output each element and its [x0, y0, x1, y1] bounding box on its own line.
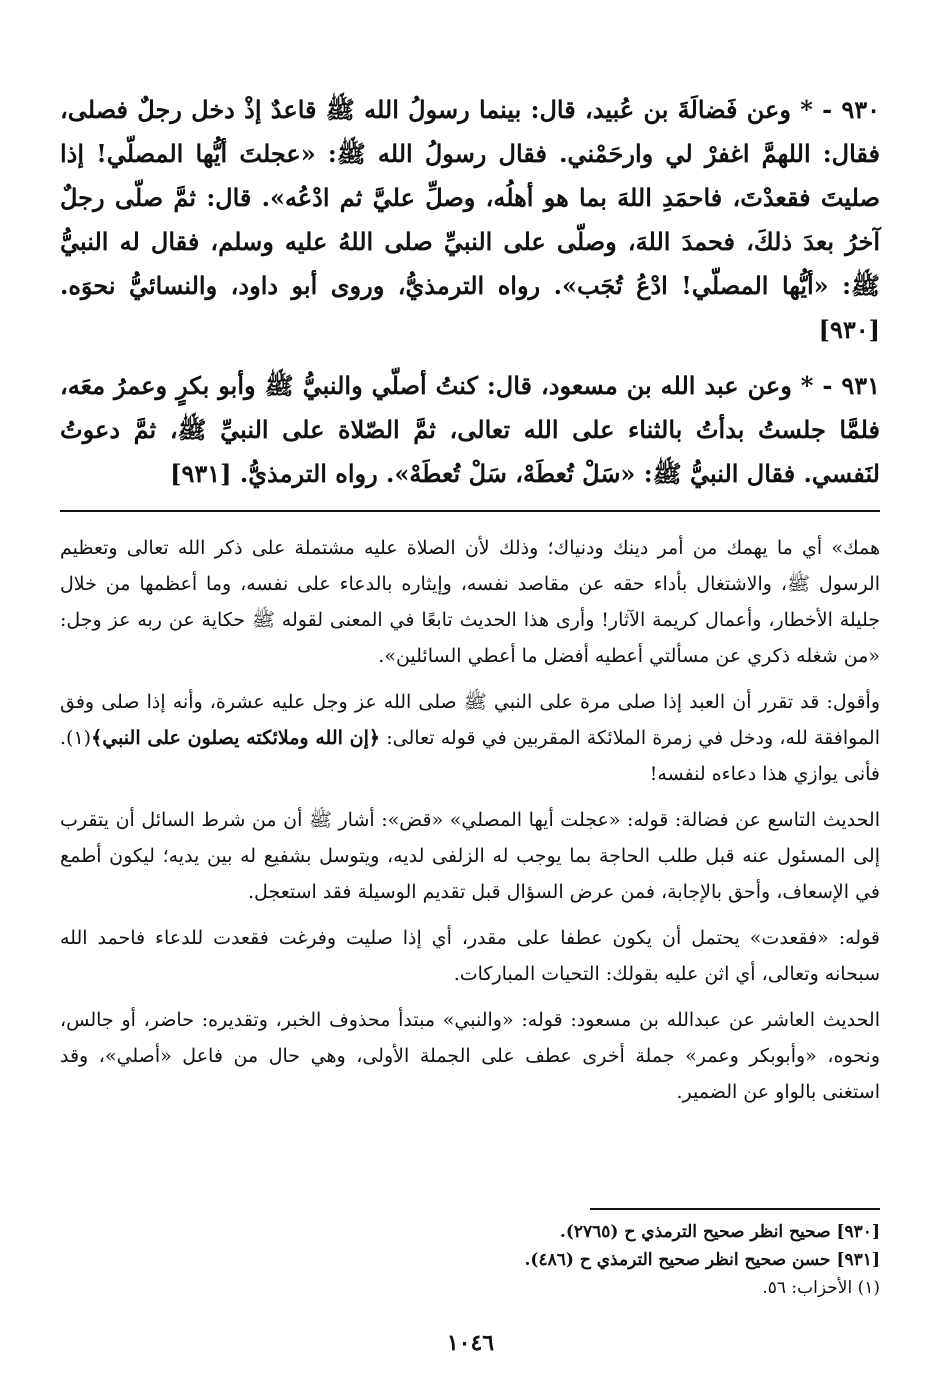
footnotes — [60, 1208, 880, 1302]
quran-verse: ﴿إن الله وملائكته يصلون على النبي﴾ — [91, 727, 381, 749]
footnote-1: (١) الأحزاب: ٥٦. — [762, 1278, 880, 1298]
commentary-paragraph-3: الحديث التاسع عن فضالة: قوله: «عجلت أيها المصلي» «قض»: أشار ﷺ أن من شرط السائل أن يتقرب إلى المسئول عنه قبل طلب الحاجة بما يوجب له الزلفى لديه، ويتوسل بشفيع له بين يديه؛ ليكون أطمع في الإسعاف، وأحق بالإجابة، فمن عرض السؤال قبل تقديم الوسيلة فقد استعجل. — [60, 809, 880, 903]
commentary-paragraph-2-tail: (١). فأنى يوازي هذا دعاءه لنفسه! — [60, 727, 880, 785]
footnote-931: [٩٣١] حسن صحيح انظر صحيح الترمذي ح (٤٨٦). — [524, 1250, 880, 1270]
commentary-paragraph-4: قوله: «فقعدت» يحتمل أن يكون عطفا على مقدر، أي إذا صليت وفرغت فقعدت للدعاء فاحمد الله سبحانه وتعالى، أي اثن عليه بقولك: التحيات المباركات. — [60, 927, 880, 985]
footnote-930: [٩٣٠] صحيح انظر صحيح الترمذي ح (٢٧٦٥). — [559, 1222, 880, 1242]
commentary-paragraph-1: همك» أي ما يهمك من أمر دينك ودنياك؛ وذلك لأن الصلاة عليه مشتملة على ذكر الله تعالى وتعظيم الرسول ﷺ، والاشتغال بأداء حقه عن مقاصد نفسه، وإيثاره بالدعاء على نفسه، وما أعظمها من خلال جليلة الأخطار، وأعمال كريمة الآثار! وأرى هذا الحديث تابعًا في المعنى لقوله ﷺ حكاية عن ربه عز وجل: «من شغله ذكري عن مسألتي أعطيه أفضل ما أعطي السائلين». — [60, 537, 880, 667]
page-body — [60, 88, 880, 1120]
hadith-931: ٩٣١ - * وعن عبد الله بن مسعود، قال: كنتُ أصلّي والنبيُّ ﷺ وأبو بكرٍ وعمرُ معَه، فلمَّا جلستُ بدأتُ بالثناء على الله تعالى، ثمَّ الصّلاة على النبيِّ ﷺ، ثمَّ دعوتُ لنَفسي. فقال النبيُّ ﷺ: «سَلْ تُعطَهْ، سَلْ تُعطَهْ». رواه الترمذيُّ. [٩٣١] — [60, 371, 880, 488]
hadith-930: ٩٣٠ - * وعن فَضالَةَ بن عُبيد، قال: بينما رسولُ الله ﷺ قاعدٌ إذْ دخل رجلٌ فصلى، فقال: اللهمَّ اغفرْ لي وارحَمْني. فقال رسولُ الله ﷺ: «عجلتَ أيُّها المصلّي! إذا صليتَ فقعدْتَ، فاحمَدِ اللهَ بما هو أهلُه، وصلِّ عليَّ ثم ادْعُه». قال: ثمَّ صلّى رجلٌ آخرُ بعدَ ذلكَ، فحمدَ اللهَ، وصلّى على النبيِّ صلى اللهُ عليه وسلم، فقال له النبيُّ ﷺ: «أيُّها المصلّي! ادْعُ تُجَب». رواه الترمذيُّ، وروى أبو داود، والنسائيُّ نحوَه. [٩٣٠] — [60, 95, 880, 344]
section-divider — [60, 510, 880, 512]
commentary-paragraph-2-lead: وأقول: قد تقرر أن العبد إذا صلى مرة على النبي ﷺ صلى الله عز وجل عليه عشرة، وأنه إذا صلى وفق الموافقة لله، ودخل في زمرة الملائكة المقربين في قوله تعالى: — [60, 691, 880, 749]
page-number: ١٠٤٦ — [446, 1330, 495, 1356]
commentary-paragraph-2 — [60, 684, 880, 792]
footnote-divider — [590, 1208, 880, 1210]
commentary-paragraph-5: الحديث العاشر عن عبدالله بن مسعود: قوله: «والنبي» مبتدأ محذوف الخبر، وتقديره: حاضر، أو جالس، ونحوه، «وأبوبكر وعمر» جملة أخرى عطف على الجملة الأولى، وهي حال من فاعل «أصلي»، وقد استغنى بالواو عن الضمير. — [60, 1009, 880, 1103]
